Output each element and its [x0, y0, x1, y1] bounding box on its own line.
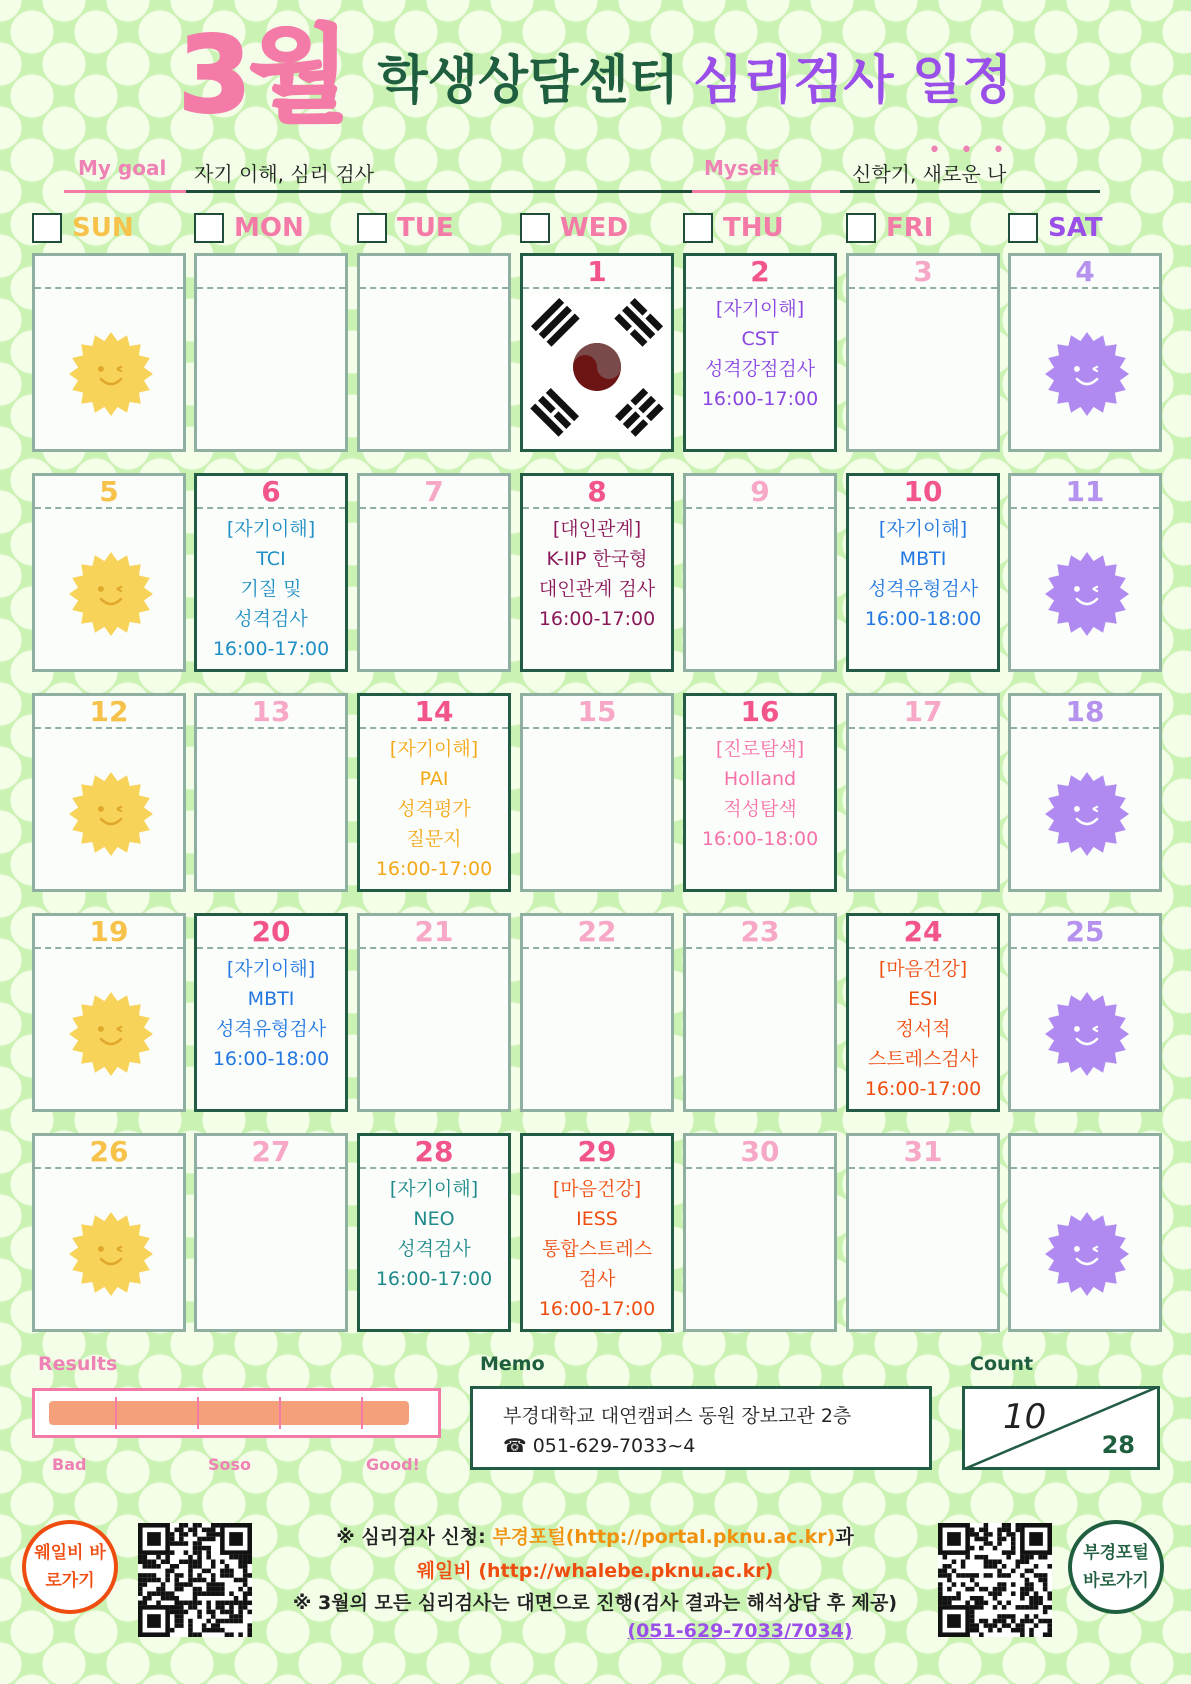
event-line: MBTI: [247, 988, 295, 1010]
weekday-checkbox[interactable]: [194, 213, 224, 243]
event-details: [686, 734, 834, 854]
taegukgi-flag-icon: [527, 294, 667, 440]
results-label: Results: [38, 1353, 118, 1375]
title-text: [377, 38, 1012, 113]
myself-label: Myself: [704, 156, 778, 180]
day-divider: [523, 1167, 671, 1169]
event-line: 16:00-17:00: [701, 388, 819, 410]
event-line: 성격검사: [234, 608, 308, 630]
day-number: 20: [251, 915, 291, 948]
memo-box: [470, 1386, 932, 1470]
day-number: 29: [577, 1135, 617, 1168]
day-divider: [523, 947, 671, 949]
day-divider: [1011, 287, 1159, 289]
weekday-checkbox[interactable]: [683, 213, 713, 243]
event-details: [523, 1174, 671, 1324]
event-line: [마음건강]: [552, 1178, 642, 1200]
count-total: 28: [1101, 1431, 1135, 1459]
event-line: 스트레스검사: [867, 1048, 979, 1070]
day-divider: [35, 287, 183, 289]
event-line: 검사: [578, 1268, 616, 1290]
sun-icon: [69, 552, 153, 636]
calendar-day-cell[interactable]: [357, 253, 511, 452]
weekday-fri: [846, 210, 933, 246]
day-number: 19: [89, 915, 129, 948]
calendar-day-cell[interactable]: [846, 1133, 1000, 1332]
notice-line-1: [280, 1522, 910, 1549]
event-line: 16:00-18:00: [864, 608, 982, 630]
event-line: Holland: [723, 768, 797, 790]
memo-phone-number: 051-629-7033~4: [532, 1435, 696, 1457]
count-label: Count: [970, 1353, 1034, 1375]
day-divider: [686, 947, 834, 949]
day-number: [1011, 1136, 1159, 1166]
event-details: [197, 954, 345, 1074]
weekday-label: SUN: [72, 213, 134, 243]
event-line: K-IIP 한국형: [546, 548, 648, 570]
day-divider: [35, 507, 183, 509]
day-divider: [360, 287, 508, 289]
weekday-mon: [194, 210, 304, 246]
calendar-day-cell[interactable]: [683, 693, 837, 892]
calendar-day-cell[interactable]: [1008, 473, 1162, 672]
day-divider: [35, 947, 183, 949]
day-divider: [35, 1167, 183, 1169]
weekday-checkbox[interactable]: [846, 213, 876, 243]
day-number: [360, 256, 508, 286]
event-details: [197, 514, 345, 664]
day-divider: [1011, 507, 1159, 509]
calendar-day-cell[interactable]: [194, 913, 348, 1112]
day-number: 10: [903, 475, 943, 508]
event-line: 통합스트레스: [541, 1238, 653, 1260]
day-divider: [686, 727, 834, 729]
calendar-day-cell[interactable]: [357, 693, 511, 892]
day-number: 6: [261, 475, 281, 508]
calendar-day-cell[interactable]: [32, 1133, 186, 1332]
calendar-day-cell[interactable]: [683, 253, 837, 452]
title-main: 학생상담센터: [377, 50, 679, 111]
weekday-label: WED: [560, 213, 629, 243]
day-number: [197, 256, 345, 286]
calendar-day-cell[interactable]: [846, 473, 1000, 672]
day-number: 28: [414, 1135, 454, 1168]
calendar-day-cell[interactable]: [520, 1133, 674, 1332]
event-line: 16:00-17:00: [212, 638, 330, 660]
day-number: 11: [1065, 475, 1105, 508]
weekday-thu: [683, 210, 784, 246]
sun-icon: [69, 772, 153, 856]
sun-icon: [69, 992, 153, 1076]
results-divider: [279, 1397, 281, 1429]
weekday-sun: [32, 210, 134, 246]
purple-sun-icon: [1045, 1212, 1129, 1296]
day-divider: [197, 1167, 345, 1169]
day-divider: [523, 727, 671, 729]
event-line: 성격평가: [397, 798, 471, 820]
day-number: 4: [1075, 255, 1095, 288]
day-number: 23: [740, 915, 780, 948]
day-number: 18: [1065, 695, 1105, 728]
myself-underline: [840, 190, 1100, 193]
weekday-wed: [520, 210, 628, 246]
weekday-label: SAT: [1048, 213, 1103, 243]
event-line: 16:00-17:00: [375, 858, 493, 880]
event-line: ESI: [908, 988, 938, 1010]
event-line: 16:00-18:00: [701, 828, 819, 850]
event-line: NEO: [413, 1208, 455, 1230]
purple-sun-icon: [1045, 552, 1129, 636]
notice-apply-prefix: ※ 심리검사 신청:: [336, 1526, 493, 1548]
day-number: [35, 256, 183, 286]
event-line: [자기이해]: [226, 518, 316, 540]
event-line: 16:00-18:00: [212, 1048, 330, 1070]
day-number: 12: [89, 695, 129, 728]
event-line: 16:00-17:00: [538, 608, 656, 630]
whalebe-link[interactable]: 웨일비 (http://whalebe.pknu.ac.kr): [416, 1560, 774, 1582]
event-line: 적성탐색: [723, 798, 797, 820]
day-divider: [197, 507, 345, 509]
myself-underline-accent: [692, 190, 840, 193]
event-details: [849, 954, 997, 1104]
event-line: [자기이해]: [226, 958, 316, 980]
weekday-checkbox[interactable]: [32, 213, 62, 243]
event-line: [진로탐색]: [715, 738, 805, 760]
day-number: 1: [587, 255, 607, 288]
results-bad-label: Bad: [52, 1455, 87, 1474]
results-soso-label: Soso: [208, 1455, 252, 1474]
calendar-day-cell[interactable]: [357, 913, 511, 1112]
event-line: [마음건강]: [878, 958, 968, 980]
event-line: CST: [741, 328, 779, 350]
event-details: [523, 514, 671, 634]
myself-text: 신학기, 새로운 나: [852, 162, 1007, 186]
event-line: TCI: [256, 548, 286, 570]
goal-text: 자기 이해, 심리 검사: [194, 162, 374, 186]
event-line: 대인관계 검사: [538, 578, 656, 600]
event-line: PAI: [419, 768, 449, 790]
event-line: [대인관계]: [552, 518, 642, 540]
day-number: 2: [750, 255, 770, 288]
day-number: 22: [577, 915, 617, 948]
calendar-day-cell[interactable]: [32, 473, 186, 672]
memo-label: Memo: [480, 1353, 545, 1375]
portal-qr-code[interactable]: [938, 1523, 1052, 1637]
memo-address: 부경대학교 대연캠퍼스 동원 장보고관 2층: [503, 1405, 852, 1427]
purple-sun-icon: [1045, 332, 1129, 416]
day-divider: [1011, 727, 1159, 729]
calendar-day-cell[interactable]: [520, 473, 674, 672]
event-line: [자기이해]: [715, 298, 805, 320]
memo-phone: [503, 1435, 695, 1457]
calendar-day-cell[interactable]: [1008, 1133, 1162, 1332]
event-line: 16:00-17:00: [864, 1078, 982, 1100]
day-number: 25: [1065, 915, 1105, 948]
day-number: 15: [577, 695, 617, 728]
calendar-day-cell[interactable]: [683, 473, 837, 672]
calendar-day-cell[interactable]: [194, 1133, 348, 1332]
calendar-day-cell[interactable]: [846, 253, 1000, 452]
day-number: 5: [99, 475, 119, 508]
event-line: 성격유형검사: [215, 1018, 327, 1040]
day-number: 31: [903, 1135, 943, 1168]
day-number: 24: [903, 915, 943, 948]
notice-line-3: ※ 3월의 모든 심리검사는 대면으로 진행(검사 결과는 해석상담 후 제공): [292, 1592, 898, 1614]
event-line: 기질 및: [240, 578, 302, 600]
calendar-day-cell[interactable]: [32, 913, 186, 1112]
count-done: 10: [1003, 1397, 1047, 1437]
day-divider: [849, 287, 997, 289]
calendar-day-cell[interactable]: [194, 473, 348, 672]
whalebe-shortcut-button[interactable]: 웨일비 바로가기: [22, 1520, 118, 1614]
calendar-day-cell[interactable]: [683, 1133, 837, 1332]
sun-icon: [69, 1212, 153, 1296]
weekday-label: THU: [723, 213, 784, 243]
day-number: 13: [251, 695, 291, 728]
portal-link[interactable]: 부경포털(http://portal.pknu.ac.kr): [492, 1526, 836, 1548]
day-divider: [686, 287, 834, 289]
event-details: [360, 734, 508, 884]
purple-sun-icon: [1045, 772, 1129, 856]
event-line: 질문지: [406, 828, 462, 850]
day-divider: [523, 287, 671, 289]
day-number: 9: [750, 475, 770, 508]
results-bar: [32, 1388, 441, 1438]
goal-underline: [186, 190, 692, 193]
event-details: [849, 514, 997, 634]
day-number: 26: [89, 1135, 129, 1168]
contact-phone: (051-629-7033/7034): [627, 1620, 853, 1642]
count-box: [962, 1386, 1160, 1470]
calendar-day-cell[interactable]: [846, 693, 1000, 892]
page-title: [0, 14, 1191, 136]
calendar-day-cell[interactable]: [194, 693, 348, 892]
day-divider: [35, 727, 183, 729]
event-line: 성격유형검사: [867, 578, 979, 600]
day-number: 30: [740, 1135, 780, 1168]
event-line: MBTI: [899, 548, 947, 570]
event-line: 성격강점검사: [704, 358, 816, 380]
results-divider: [361, 1397, 363, 1429]
day-divider: [523, 507, 671, 509]
day-divider: [197, 287, 345, 289]
event-line: 성격검사: [397, 1238, 471, 1260]
day-number: 8: [587, 475, 607, 508]
day-number: 14: [414, 695, 454, 728]
calendar-day-cell[interactable]: [683, 913, 837, 1112]
results-divider: [115, 1397, 117, 1429]
day-divider: [849, 947, 997, 949]
event-line: [자기이해]: [389, 738, 479, 760]
portal-shortcut-button[interactable]: 부경포털 바로가기: [1068, 1520, 1164, 1614]
weekday-checkbox[interactable]: [520, 213, 550, 243]
day-number: 3: [913, 255, 933, 288]
day-divider: [686, 507, 834, 509]
weekday-checkbox[interactable]: [1008, 213, 1038, 243]
day-divider: [360, 1167, 508, 1169]
purple-sun-icon: [1045, 992, 1129, 1076]
weekday-checkbox[interactable]: [357, 213, 387, 243]
title-accent: 심리검사 일정: [692, 50, 1013, 111]
day-number: 21: [414, 915, 454, 948]
calendar-day-cell[interactable]: [357, 473, 511, 672]
event-line: IESS: [576, 1208, 618, 1230]
day-divider: [1011, 1167, 1159, 1169]
calendar-day-cell[interactable]: [1008, 913, 1162, 1112]
results-fill: [49, 1401, 409, 1425]
weekday-tue: [357, 210, 454, 246]
day-divider: [360, 507, 508, 509]
calendar-day-cell[interactable]: [32, 253, 186, 452]
goal-label: My goal: [78, 156, 167, 180]
event-details: [686, 294, 834, 414]
day-divider: [849, 1167, 997, 1169]
day-divider: [197, 727, 345, 729]
phone-icon: ☎: [503, 1435, 527, 1457]
weekday-label: MON: [234, 213, 304, 243]
decorative-dots: • • •: [928, 138, 1011, 163]
day-divider: [686, 1167, 834, 1169]
results-divider: [197, 1397, 199, 1429]
weekday-label: FRI: [886, 213, 934, 243]
day-divider: [849, 727, 997, 729]
calendar-day-cell[interactable]: [520, 693, 674, 892]
day-number: 17: [903, 695, 943, 728]
month-title: 3월: [178, 14, 348, 136]
calendar-day-cell[interactable]: [520, 253, 674, 452]
day-number: 7: [424, 475, 444, 508]
notice-apply-suffix: 과: [835, 1526, 854, 1548]
sun-icon: [69, 332, 153, 416]
calendar-day-cell[interactable]: [1008, 253, 1162, 452]
calendar-day-cell[interactable]: [194, 253, 348, 452]
day-divider: [360, 727, 508, 729]
day-divider: [849, 507, 997, 509]
event-line: 정서적: [895, 1018, 951, 1040]
event-line: 16:00-17:00: [538, 1298, 656, 1320]
calendar-day-cell[interactable]: [357, 1133, 511, 1332]
day-divider: [360, 947, 508, 949]
event-line: [자기이해]: [389, 1178, 479, 1200]
calendar-day-cell[interactable]: [846, 913, 1000, 1112]
day-divider: [1011, 947, 1159, 949]
event-line: 16:00-17:00: [375, 1268, 493, 1290]
day-number: 16: [740, 695, 780, 728]
event-line: [자기이해]: [878, 518, 968, 540]
event-details: [360, 1174, 508, 1294]
calendar-day-cell[interactable]: [520, 913, 674, 1112]
day-divider: [197, 947, 345, 949]
calendar-day-cell[interactable]: [1008, 693, 1162, 892]
calendar-day-cell[interactable]: [32, 693, 186, 892]
results-good-label: Good!: [366, 1455, 420, 1474]
goal-underline-accent: [64, 190, 186, 193]
whalebe-qr-code[interactable]: [138, 1523, 252, 1637]
day-number: 27: [251, 1135, 291, 1168]
weekday-label: TUE: [397, 213, 454, 243]
weekday-sat: [1008, 210, 1103, 246]
